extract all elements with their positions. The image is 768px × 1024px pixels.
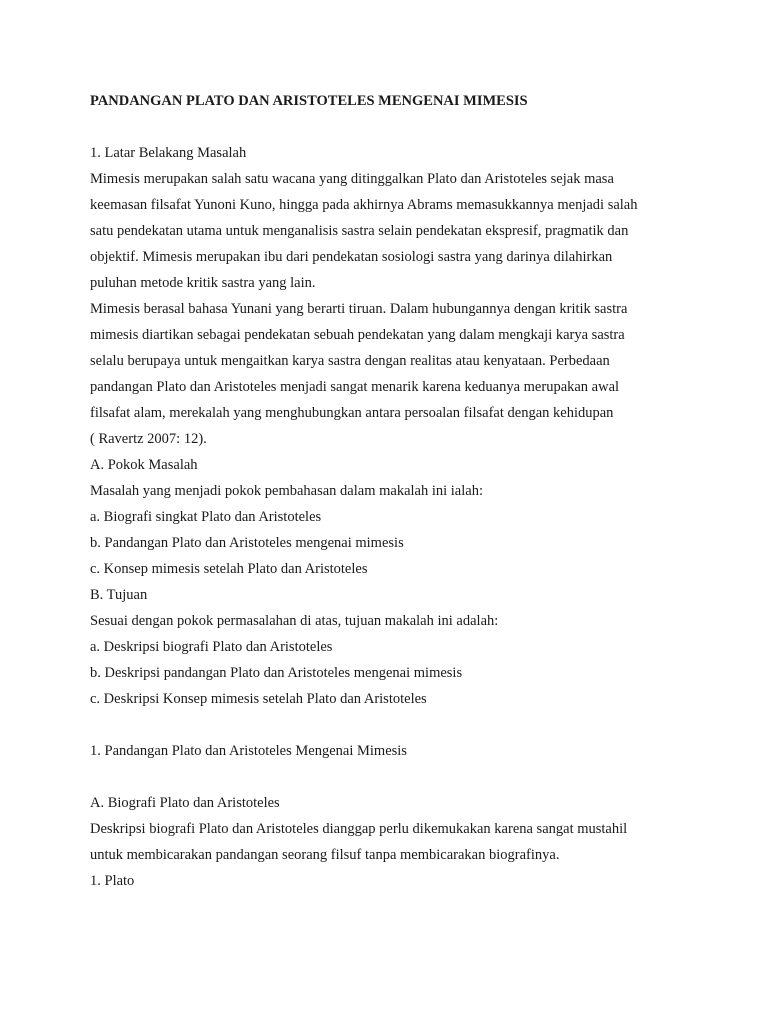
spacer (90, 114, 690, 140)
paragraph-line: ( Ravertz 2007: 12). (90, 431, 207, 447)
section-heading: 1. Pandangan Plato dan Aristoteles Mengenai Mimesis (90, 743, 407, 759)
section-heading: 1. Latar Belakang Masalah (90, 145, 247, 161)
paragraph-line: puluhan metode kritik sastra yang lain. (90, 275, 316, 291)
paragraph-line: mimesis diartikan sebagai pendekatan sebuah pendekatan yang dalam mengkaji karya sastra (90, 327, 625, 343)
paragraph-line: filsafat alam, merekalah yang menghubungkan antara persoalan filsafat dengan kehidupan (90, 405, 614, 421)
list-item: c. Konsep mimesis setelah Plato dan Aristoteles (90, 561, 368, 577)
spacer (90, 712, 690, 738)
spacer (90, 764, 690, 790)
subsection-heading: A. Pokok Masalah (90, 457, 198, 473)
paragraph-line: Mimesis berasal bahasa Yunani yang berarti tiruan. Dalam hubungannya dengan kritik sastra (90, 301, 628, 317)
paragraph-line: Deskripsi biografi Plato dan Aristoteles dianggap perlu dikemukakan karena sangat mustahil (90, 821, 628, 837)
list-item: a. Biografi singkat Plato dan Aristoteles (90, 509, 322, 525)
document-title: PANDANGAN PLATO DAN ARISTOTELES MENGENAI MIMESIS (90, 93, 528, 109)
list-item: b. Deskripsi pandangan Plato dan Aristoteles mengenai mimesis (90, 665, 463, 681)
paragraph-line: keemasan filsafat Yunoni Kuno, hingga pada akhirnya Abrams memasukkannya menjadi salah (90, 197, 638, 213)
paragraph-line: objektif. Mimesis merupakan ibu dari pendekatan sosiologi sastra yang darinya dilahirkan (90, 249, 613, 265)
paragraph-line: Mimesis merupakan salah satu wacana yang ditinggalkan Plato dan Aristoteles sejak masa (90, 171, 614, 187)
paragraph-line: Sesuai dengan pokok permasalahan di atas, tujuan makalah ini adalah: (90, 613, 499, 629)
document-page (90, 88, 690, 894)
paragraph-line: satu pendekatan utama untuk menganalisis sastra selain pendekatan ekspresif, pragmatik dan (90, 223, 629, 239)
paragraph-line: selalu berupaya untuk mengaitkan karya sastra dengan realitas atau kenyataan. Perbedaan (90, 353, 610, 369)
paragraph-line: Masalah yang menjadi pokok pembahasan dalam makalah ini ialah: (90, 483, 483, 499)
subsection-heading: A. Biografi Plato dan Aristoteles (90, 795, 280, 811)
paragraph-line: pandangan Plato dan Aristoteles menjadi sangat menarik karena keduanya merupakan awal (90, 379, 620, 395)
list-item: 1. Plato (90, 873, 135, 889)
subsection-heading: B. Tujuan (90, 587, 148, 603)
list-item: c. Deskripsi Konsep mimesis setelah Plato dan Aristoteles (90, 691, 427, 707)
list-item: a. Deskripsi biografi Plato dan Aristoteles (90, 639, 333, 655)
paragraph-line: untuk membicarakan pandangan seorang filsuf tanpa membicarakan biografinya. (90, 847, 560, 863)
list-item: b. Pandangan Plato dan Aristoteles mengenai mimesis (90, 535, 404, 551)
